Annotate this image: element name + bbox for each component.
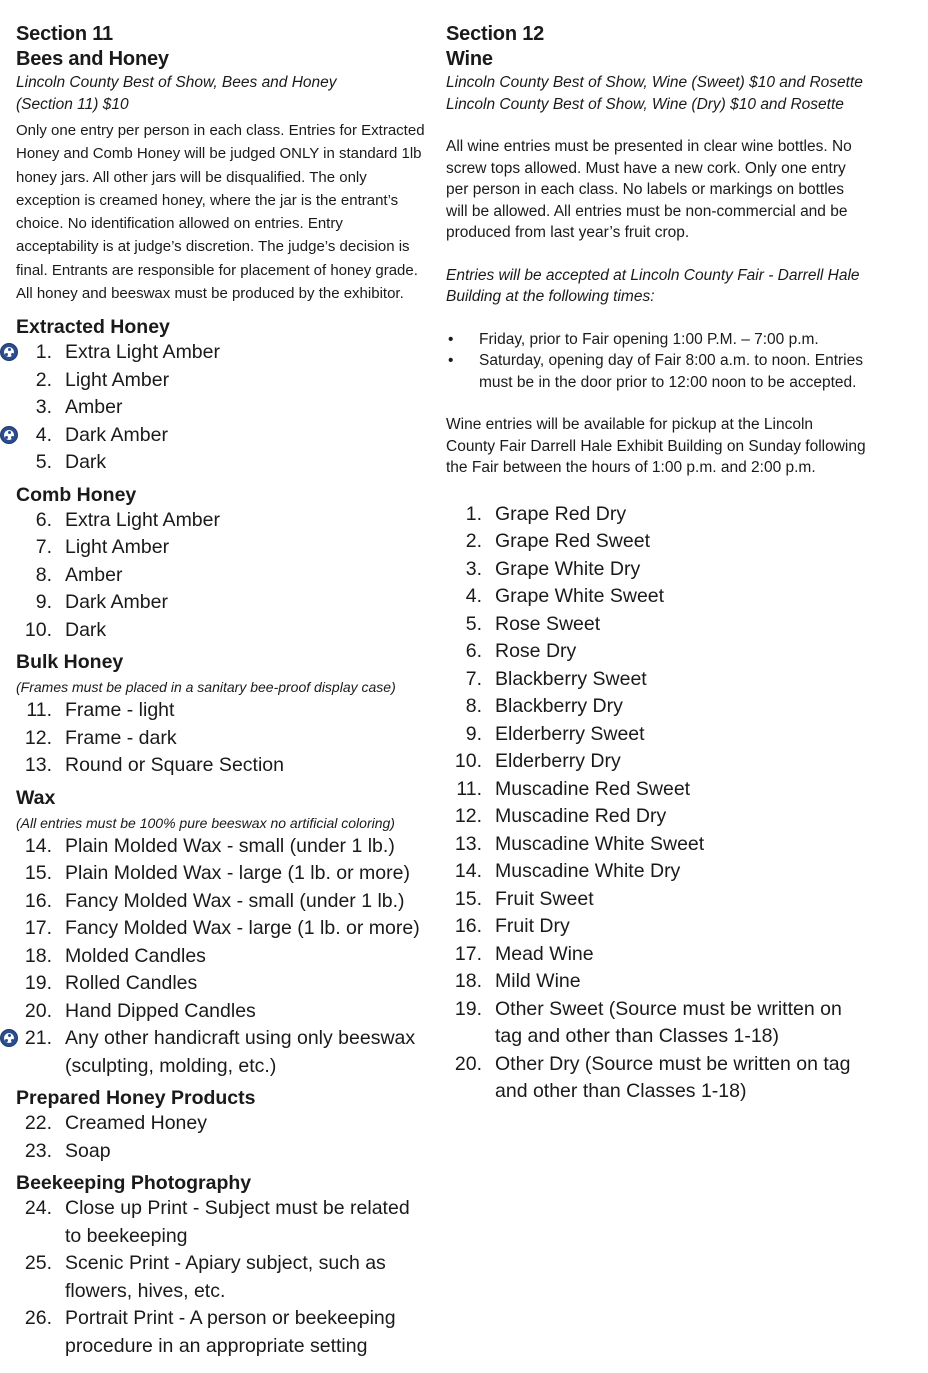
class-number: 11. bbox=[26, 699, 52, 722]
class-label: Grape Red Dry bbox=[495, 502, 627, 525]
class-label: Muscadine Red Dry bbox=[495, 805, 667, 827]
class-label: Dark Amber bbox=[65, 423, 168, 446]
best-of-show-line: Lincoln County Best of Show, Wine (Dry) $10 and Rosette bbox=[446, 96, 844, 113]
class-item bbox=[16, 943, 428, 971]
class-item bbox=[446, 941, 866, 969]
class-label: Molded Candles bbox=[65, 944, 206, 967]
class-item bbox=[16, 725, 428, 753]
class-label: Rose Sweet bbox=[495, 612, 601, 635]
class-group-note: (All entries must be 100% pure beeswax no artificial coloring) bbox=[16, 814, 395, 831]
class-item bbox=[446, 1051, 866, 1106]
class-item bbox=[446, 831, 866, 859]
class-label: Rose Dry bbox=[495, 640, 577, 662]
class-label: Soap bbox=[65, 1139, 111, 1162]
class-item bbox=[16, 998, 428, 1026]
class-number: 17. bbox=[454, 942, 482, 965]
class-label: Dark bbox=[65, 618, 107, 641]
class-number: 20. bbox=[24, 999, 52, 1022]
section-rules: Only one entry per person in each class. Entries for Extracted Honey and Comb Honey will be judged ONLY in standard 1lb honey jars. All other jars will be disqualified. The only exception is creamed honey, where the jar is the entrant’s choice. No identification allowed on entries. Entry acceptability is at judge’s discretion. The judge’s decision is final. Entrants are responsible for placement of honey grade. All honey and beeswax must be produced by the exhibitor. bbox=[16, 122, 425, 303]
class-item bbox=[446, 556, 866, 584]
class-item bbox=[446, 803, 866, 831]
class-label: Mild Wine bbox=[495, 970, 581, 992]
class-label: Dark Amber bbox=[65, 591, 168, 614]
class-number: 1. bbox=[35, 341, 52, 364]
class-number: 19. bbox=[24, 972, 52, 995]
class-number: 10. bbox=[24, 618, 52, 641]
class-group-title: Extracted Honey bbox=[16, 316, 170, 339]
class-number: 7. bbox=[465, 667, 482, 690]
entry-times-list bbox=[446, 329, 866, 394]
class-list bbox=[16, 1195, 428, 1360]
section-title: Wine bbox=[446, 48, 493, 70]
class-item bbox=[16, 394, 428, 422]
class-label: Blackberry Dry bbox=[495, 695, 623, 717]
class-number: 18. bbox=[454, 970, 482, 992]
class-number: 12. bbox=[24, 726, 52, 749]
class-group-title: Beekeeping Photography bbox=[16, 1172, 252, 1195]
class-item bbox=[16, 367, 428, 395]
entry-time-item: • Friday, prior to Fair opening 1:00 P.M. – 7:00 p.m. bbox=[446, 329, 866, 351]
class-number: 9. bbox=[465, 722, 482, 745]
class-label: Dark bbox=[65, 451, 107, 474]
bullet-icon: • bbox=[448, 330, 454, 348]
class-number: 2. bbox=[35, 368, 52, 391]
class-label: Fancy Molded Wax - large (1 lb. or more) bbox=[65, 917, 420, 940]
class-number: 6. bbox=[465, 640, 482, 662]
class-number: 14. bbox=[454, 860, 482, 882]
class-list bbox=[16, 507, 428, 645]
class-label: Amber bbox=[65, 563, 123, 586]
class-item bbox=[446, 693, 866, 721]
class-number: 24. bbox=[24, 1197, 52, 1220]
class-label: Muscadine White Dry bbox=[495, 860, 681, 882]
class-number: 8. bbox=[35, 563, 52, 586]
class-item bbox=[446, 638, 866, 666]
class-label: Elderberry Sweet bbox=[495, 722, 645, 745]
class-item bbox=[16, 534, 428, 562]
class-number: 15. bbox=[24, 862, 52, 885]
class-list bbox=[16, 339, 428, 477]
class-label: Extra Light Amber bbox=[65, 341, 220, 364]
class-number: 10. bbox=[454, 750, 482, 772]
class-number: 12. bbox=[454, 805, 482, 827]
class-item bbox=[446, 748, 866, 776]
class-number: 3. bbox=[35, 396, 52, 419]
class-label: Frame - light bbox=[65, 699, 175, 722]
class-list bbox=[16, 697, 428, 780]
class-item bbox=[446, 996, 866, 1051]
wine-class-list bbox=[446, 501, 866, 1106]
class-item bbox=[446, 913, 866, 941]
bullet-icon: • bbox=[448, 352, 454, 369]
class-label: Grape White Dry bbox=[495, 557, 641, 580]
class-item bbox=[16, 1195, 428, 1250]
class-label: Grape Red Sweet bbox=[495, 530, 651, 552]
class-item bbox=[16, 339, 428, 367]
class-number: 21. bbox=[24, 1027, 52, 1050]
class-item bbox=[16, 589, 428, 617]
class-item bbox=[16, 1138, 428, 1166]
class-item bbox=[16, 1110, 428, 1138]
entry-time-item: • Saturday, opening day of Fair 8:00 a.m. to noon. Entries must be in the door prior to 12:00 noon to be accepted. bbox=[448, 352, 863, 391]
class-item bbox=[16, 752, 428, 780]
class-group-title: Comb Honey bbox=[16, 483, 137, 506]
class-label: Fancy Molded Wax - small (under 1 lb.) bbox=[65, 889, 405, 912]
class-number: 16. bbox=[24, 889, 52, 912]
class-number: 15. bbox=[454, 887, 482, 910]
class-label: Fruit Sweet bbox=[495, 887, 594, 910]
class-number: 26. bbox=[24, 1307, 52, 1330]
class-number: 3. bbox=[465, 557, 482, 580]
class-number: 23. bbox=[24, 1139, 52, 1162]
class-label: Blackberry Sweet bbox=[495, 667, 647, 690]
class-item bbox=[16, 1305, 428, 1360]
class-number: 25. bbox=[24, 1252, 52, 1275]
class-item bbox=[16, 1250, 428, 1305]
class-number: 11. bbox=[456, 777, 482, 800]
class-number: 2. bbox=[465, 530, 482, 552]
class-number: 4. bbox=[465, 585, 482, 607]
class-item bbox=[446, 501, 866, 529]
class-item bbox=[16, 833, 428, 861]
class-label: Rolled Candles bbox=[65, 972, 198, 995]
class-label: Portrait Print - A person or beekeeping procedure in an appropriate setting bbox=[65, 1307, 396, 1357]
section-title: Bees and Honey bbox=[16, 48, 169, 70]
class-number: 1. bbox=[465, 502, 482, 525]
class-item bbox=[446, 886, 866, 914]
class-number: 20. bbox=[454, 1052, 482, 1075]
class-label: Hand Dipped Candles bbox=[65, 999, 256, 1022]
class-item bbox=[446, 968, 866, 996]
class-item bbox=[16, 617, 428, 645]
class-item bbox=[446, 611, 866, 639]
class-number: 22. bbox=[24, 1112, 52, 1135]
class-label: Elderberry Dry bbox=[495, 750, 621, 772]
wine-rules: All wine entries must be presented in clear wine bottles. No screw tops allowed. Must have a new cork. Only one entry per person in each class. No labels or markings on bottles will be allowed. All entries must be non-commercial and be produced from last year’s fruit crop. bbox=[446, 138, 852, 241]
class-item bbox=[16, 422, 428, 450]
class-item bbox=[16, 860, 428, 888]
entry-times-note: Entries will be accepted at Lincoln County Fair - Darrell Hale Building at the following times: bbox=[446, 266, 860, 305]
class-label: Mead Wine bbox=[495, 942, 594, 965]
class-item bbox=[446, 721, 866, 749]
section-12-column bbox=[446, 22, 866, 1106]
class-number: 5. bbox=[35, 451, 52, 474]
class-label: Any other handicraft using only beeswax (sculpting, molding, etc.) bbox=[65, 1027, 416, 1077]
class-number: 17. bbox=[24, 917, 52, 940]
class-number: 5. bbox=[465, 612, 482, 635]
class-group-title: Wax bbox=[16, 786, 56, 809]
class-number: 13. bbox=[454, 832, 482, 855]
class-label: Other Sweet (Source must be written on tag and other than Classes 1-18) bbox=[495, 997, 842, 1047]
class-label: Light Amber bbox=[65, 536, 170, 559]
class-item bbox=[16, 697, 428, 725]
section-number: Section 12 bbox=[446, 23, 545, 45]
class-label: Close up Print - Subject must be related to beekeeping bbox=[65, 1197, 410, 1247]
class-group-title: Bulk Honey bbox=[16, 651, 124, 674]
class-item bbox=[16, 562, 428, 590]
best-of-show-line: Lincoln County Best of Show, Bees and Honey bbox=[16, 74, 337, 91]
class-number: 4. bbox=[35, 423, 52, 446]
class-item bbox=[16, 449, 428, 477]
class-number: 14. bbox=[24, 834, 52, 857]
class-label: Amber bbox=[65, 396, 123, 419]
class-list bbox=[16, 833, 428, 1081]
section-11-column bbox=[16, 22, 428, 1360]
class-label: Fruit Dry bbox=[495, 915, 570, 937]
class-label: Extra Light Amber bbox=[65, 508, 220, 531]
class-item bbox=[16, 888, 428, 916]
class-number: 16. bbox=[454, 915, 482, 937]
class-label: Plain Molded Wax - small (under 1 lb.) bbox=[65, 834, 395, 857]
class-label: Plain Molded Wax - large (1 lb. or more) bbox=[65, 862, 410, 885]
class-label: Round or Square Section bbox=[65, 754, 284, 777]
class-label: Muscadine White Sweet bbox=[495, 832, 705, 855]
class-number: 9. bbox=[35, 591, 52, 614]
class-label: Other Dry (Source must be written on tag and other than Classes 1-18) bbox=[495, 1052, 851, 1102]
section-number: Section 11 bbox=[16, 23, 113, 45]
class-item bbox=[446, 858, 866, 886]
class-item bbox=[446, 776, 866, 804]
class-number: 6. bbox=[35, 508, 52, 531]
class-label: Creamed Honey bbox=[65, 1112, 207, 1135]
class-label: Scenic Print - Apiary subject, such as flowers, hives, etc. bbox=[65, 1252, 386, 1302]
class-number: 8. bbox=[465, 695, 482, 717]
class-item bbox=[446, 583, 866, 611]
class-item bbox=[446, 528, 866, 556]
class-item bbox=[16, 915, 428, 943]
class-label: Light Amber bbox=[65, 368, 170, 391]
class-label: Muscadine Red Sweet bbox=[495, 777, 691, 800]
class-number: 7. bbox=[35, 536, 52, 559]
class-group-title: Prepared Honey Products bbox=[16, 1087, 256, 1110]
class-item bbox=[16, 507, 428, 535]
best-of-show-line: (Section 11) $10 bbox=[16, 96, 129, 113]
class-label: Grape White Sweet bbox=[495, 585, 665, 607]
class-number: 19. bbox=[454, 997, 482, 1020]
class-list bbox=[16, 1110, 428, 1165]
class-group-note: (Frames must be placed in a sanitary bee-proof display case) bbox=[16, 679, 396, 696]
class-groups bbox=[16, 315, 428, 1360]
pickup-note: Wine entries will be available for pickup at the Lincoln County Fair Darrell Hale Exhibit Building on Sunday following the Fair between the hours of 1:00 p.m. and 2:00 p.m. bbox=[446, 416, 866, 476]
class-item bbox=[16, 970, 428, 998]
class-item bbox=[16, 1025, 428, 1080]
best-of-show-line: Lincoln County Best of Show, Wine (Sweet) $10 and Rosette bbox=[446, 74, 863, 91]
class-label: Frame - dark bbox=[65, 726, 177, 749]
class-number: 13. bbox=[24, 754, 52, 777]
class-item bbox=[446, 666, 866, 694]
class-number: 18. bbox=[24, 944, 52, 967]
